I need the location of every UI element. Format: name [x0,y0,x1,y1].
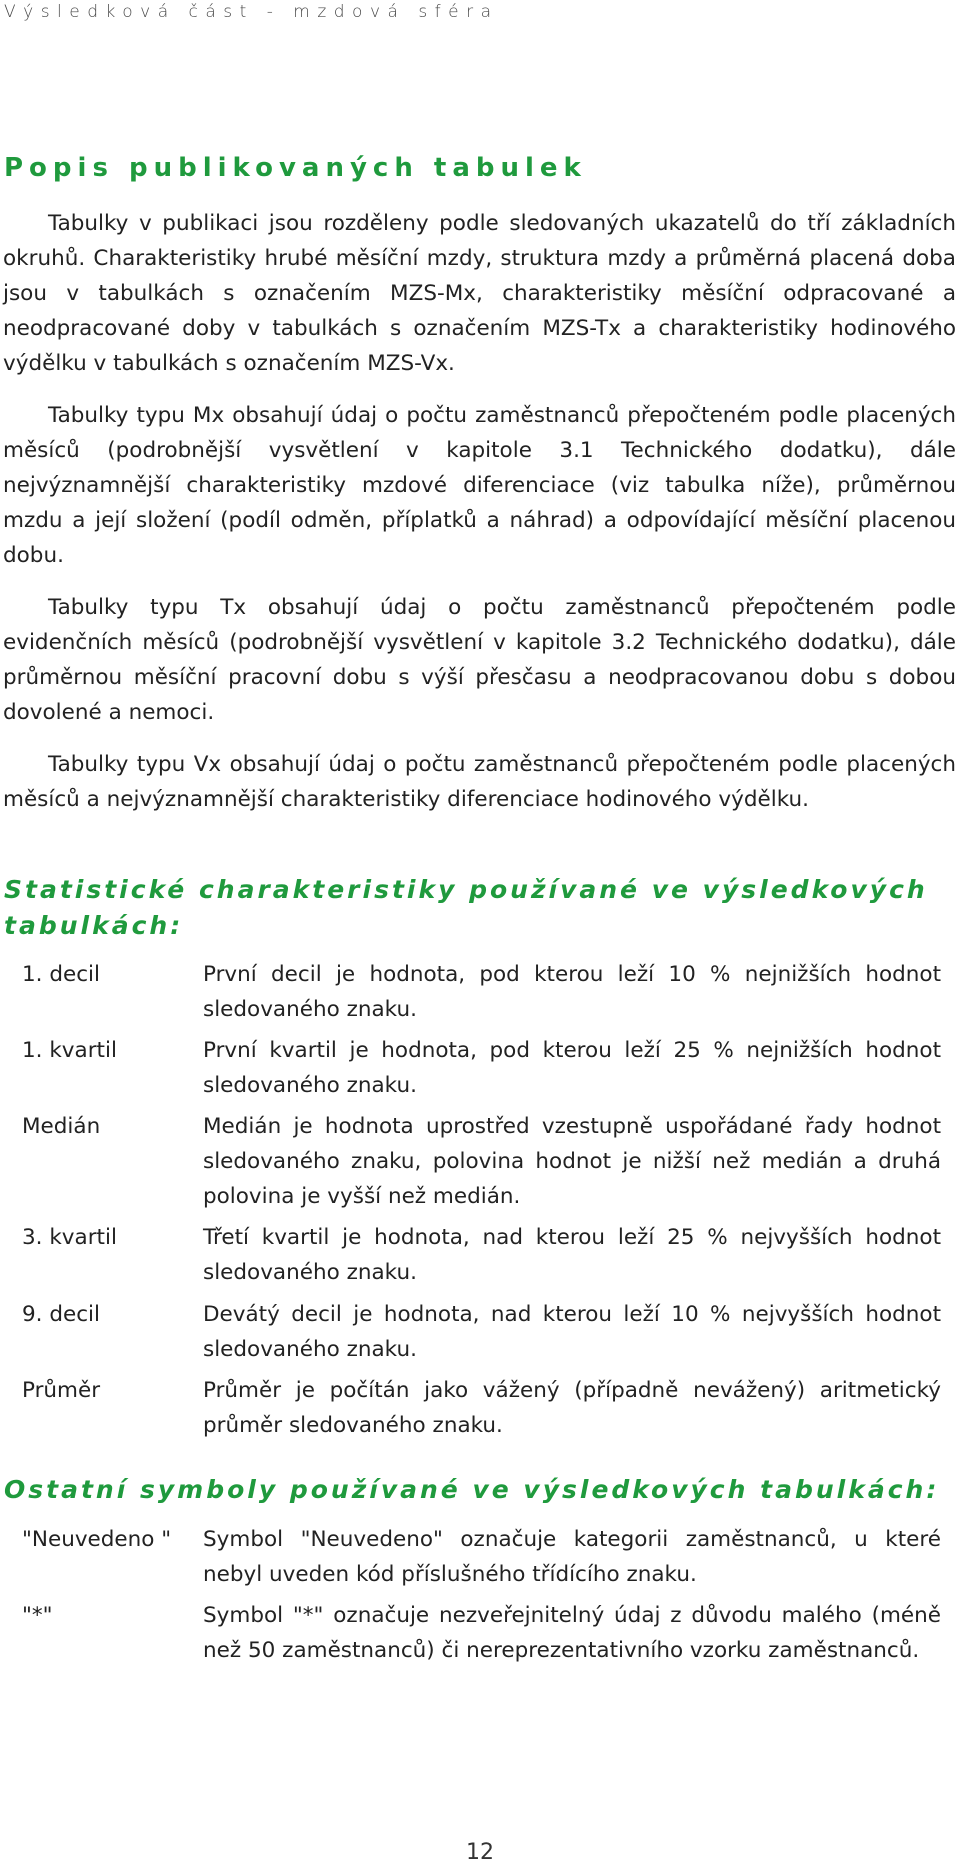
definition-term: Průměr [22,1378,101,1403]
page-title: Popis publikovaných tabulek [4,153,587,183]
definition-description: První kvartil je hodnota, pod kterou leží 25 % nejnižších hodnot sledovaného znaku. [203,1038,941,1098]
vx-tables-paragraph: Tabulky typu Vx obsahují údaj o počtu zaměstnanců přepočteném podle placených měsíců a nejvýznamnější charakteristiky diferenciace hodinového výdělku. [3,752,956,812]
definition-term: 1. kvartil [22,1038,117,1063]
definition-description: Průměr je počítán jako vážený (případně nevážený) aritmetický průměr sledovaného znaku. [203,1378,941,1438]
intro-paragraph: Tabulky v publikaci jsou rozděleny podle sledovaných ukazatelů do tří základních okruhů. Charakteristiky hrubé měsíční mzdy, struktura mzdy a průměrná placená doba jsou v tabulkách s označením MZS-Mx, charakteristiky měsíční odpracované a neodpracované doby v tabulkách s označením MZS-Tx a charakteristiky hodinového výdělku v tabulkách s označením MZS-Vx. [3,211,956,376]
page-number: 12 [466,1840,494,1865]
mx-tables-paragraph: Tabulky typu Mx obsahují údaj o počtu zaměstnanců přepočteném podle placených měsíců (podrobnější vysvětlení v kapitole 3.1 Technického dodatku), dále nejvýznamnější charakteristiky mzdové diferenciace (viz tabulka níže), průměrnou mzdu a její složení (podíl odměn, příplatků a náhrad) a odpovídající měsíční placenou dobu. [3,403,956,568]
symbol-term: "Neuvedeno " [22,1527,172,1552]
symbol-description: Symbol "Neuvedeno" označuje kategorii zaměstnanců, u které nebyl uveden kód příslušného třídícího znaku. [203,1527,941,1587]
definition-term: 1. decil [22,962,100,987]
definition-description: První decil je hodnota, pod kterou leží 10 % nejnižších hodnot sledovaného znaku. [203,962,941,1022]
symbol-description: Symbol "*" označuje nezveřejnitelný údaj z důvodu malého (méně než 50 zaměstnanců) či nereprezentativního vzorku zaměstnanců. [203,1603,941,1663]
definition-term: 9. decil [22,1302,100,1327]
definition-description: Třetí kvartil je hodnota, nad kterou leží 25 % nejvyšších hodnot sledovaného znaku. [203,1225,941,1285]
stat-section-title: Statistické charakteristiky používané ve výsledkových tabulkách: [4,875,928,940]
definition-description: Devátý decil je hodnota, nad kterou leží 10 % nejvyšších hodnot sledovaného znaku. [203,1302,941,1362]
tx-tables-paragraph: Tabulky typu Tx obsahují údaj o počtu zaměstnanců přepočteném podle evidenčních měsíců (podrobnější vysvětlení v kapitole 3.2 Technického dodatku), dále průměrnou měsíční pracovní dobu s výší přesčasu a neodpracovanou dobu s dobou dovolené a nemoci. [3,595,956,725]
definition-term: 3. kvartil [22,1225,117,1250]
running-header: Výsledková část - mzdová sféra [4,2,499,22]
definition-term: Medián [22,1114,101,1139]
symbol-term: "*" [22,1603,53,1628]
symbols-section-title: Ostatní symboly používané ve výsledkových tabulkách: [4,1475,940,1504]
definition-description: Medián je hodnota uprostřed vzestupně uspořádané řady hodnot sledovaného znaku, polovina hodnot je nižší než medián a druhá polovina je vyšší než medián. [203,1114,941,1209]
